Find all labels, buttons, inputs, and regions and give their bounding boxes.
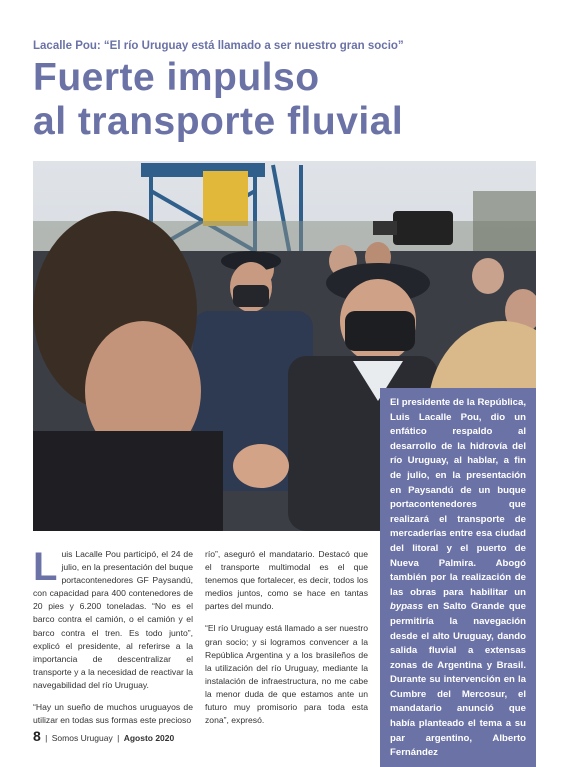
- article-kicker: Lacalle Pou: “El río Uruguay está llamado a ser nuestro gran socio”: [33, 40, 404, 52]
- sidebar-text: El presidente de la República, Luis Lacalle Pou, dio un enfático respaldo al desarrollo de la hidrovía del río Uruguay, al hablar, a fin de julio, en la presentación en Paysandú de un buque portacontenedores que realizará el transporte de mercaderías entre esa ciudad del litoral y el puerto de Nueva Palmira. Abogó también por la realización de las obras para habilitar un bypass en Salto Grande que permitiría la navegación desde el alto Uruguay, dando salida fluvial a extensas zonas de Argentina y Brasil. Durante su intervención en la Cumbre del Mercosur, el mandatario anunció que había planteado el tema a su par argentino, Alberto Fernández: [390, 397, 526, 759]
- headline-line-2: al transporte fluvial: [33, 100, 404, 143]
- headline-line-1: Fuerte impulso: [33, 56, 320, 99]
- body-column-2: [205, 548, 368, 736]
- footer-separator: |: [117, 733, 120, 743]
- body-paragraph: “El río Uruguay está llamado a ser nuestro gran socio; y si logramos convencer a la República Argentina y a los brasileños de la utilización del río Uruguay, mediante la instalación de infraestructura, no me cabe la menor duda de que estamos ante un futuro muy promisorio para toda esta zona”, expresó.: [205, 623, 368, 726]
- body-paragraph: Luis Lacalle Pou participó, el 24 de julio, en la presentación del buque portacontenedores GF Paysandú, con capacidad para 400 contenedores de 20 pies y 6.200 toneladas. “No es el barco contra el camión, o el camión y el barco contra el tren. Es todo junto”, explicó el presidente, al referirse a la importancia de descentralizar el transporte y a la necesidad de reactivar la navegabilidad del río Uruguay.: [33, 545, 193, 690]
- footer-separator: |: [45, 733, 48, 743]
- sidebar-emphasis: bypass: [390, 601, 424, 613]
- publication-name: Somos Uruguay: [51, 733, 113, 743]
- sidebar-summary: [380, 388, 536, 767]
- page-number: 8: [33, 728, 41, 744]
- body-column-1: [33, 545, 193, 736]
- body-paragraph: “Hay un sueño de muchos uruguayos de utilizar en todas sus formas este precioso: [33, 702, 193, 726]
- drop-cap: L: [33, 545, 58, 589]
- page-footer: [33, 728, 174, 744]
- body-paragraph: río”, aseguró el mandatario. Destacó que el transporte multimodal es el que tenemos que fortalecer, es decir, todos los medios juntos, como se hace en tantas partes del mundo.: [205, 549, 368, 612]
- article-headline: [33, 56, 553, 144]
- issue-date: Agosto 2020: [123, 733, 175, 743]
